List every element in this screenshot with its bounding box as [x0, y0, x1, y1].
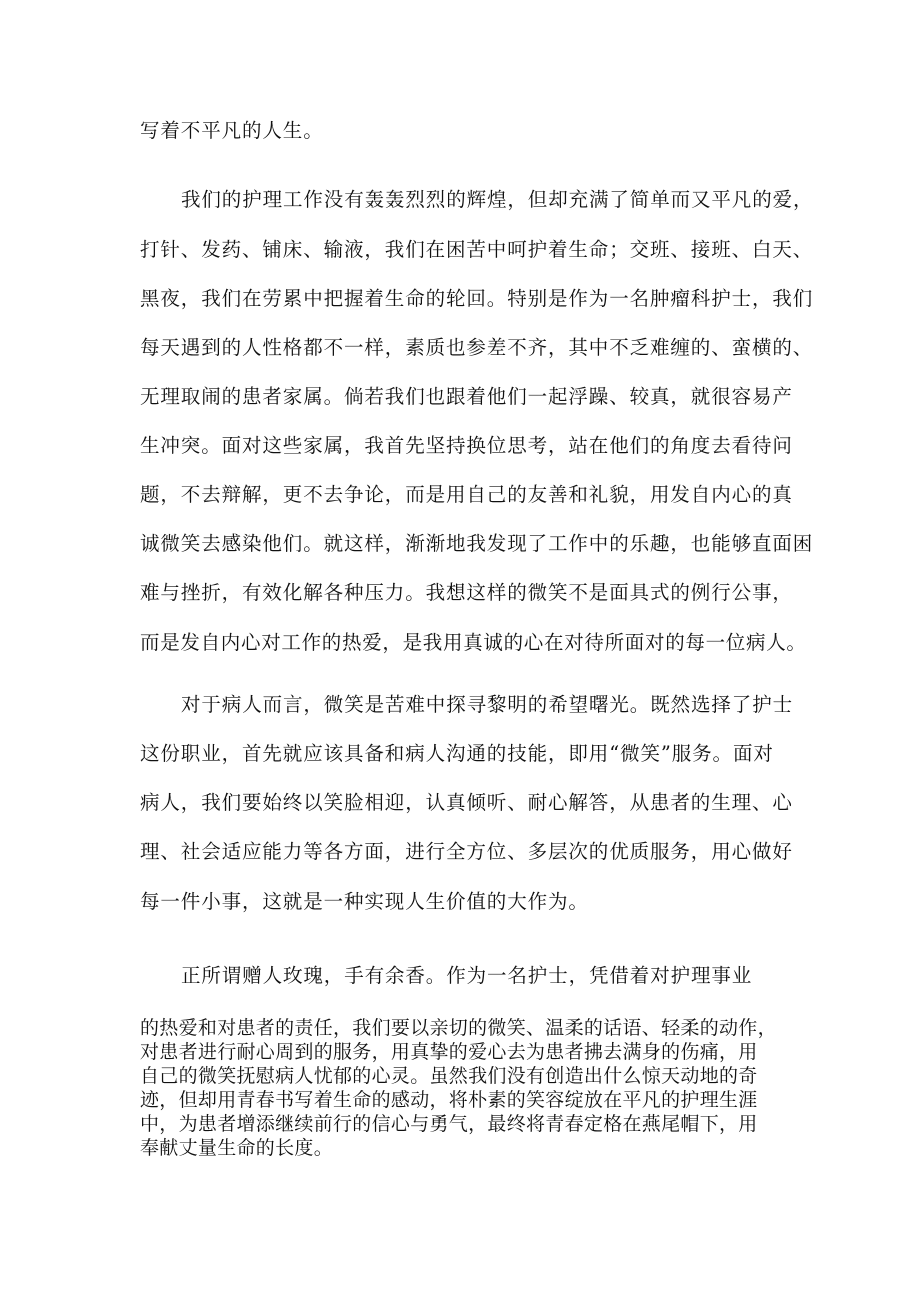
text-line: 中，为患者增添继续前行的信心与勇气，最终将青春定格在燕尾帽下，用 — [140, 1113, 758, 1135]
text-line: 题，不去辩解，更不去争论，而是用自己的友善和礼貌，用发自内心的真 — [140, 483, 793, 506]
text-line: 而是发自内心对工作的热爱，是我用真诚的心在对待所面对的每一位病人。 — [140, 631, 807, 654]
text-line: 难与挫折，有效化解各种压力。我想这样的微笑不是面具式的例行公事， — [140, 581, 793, 604]
text-line: 写着不平凡的人生。 — [140, 119, 324, 142]
text-line: 自己的微笑抚慰病人忧郁的心灵。虽然我们没有创造出什么惊天动地的奇 — [140, 1065, 758, 1087]
text-line: 奉献丈量生命的长度。 — [140, 1137, 334, 1159]
text-line: 每天遇到的人性格都不一样，素质也参差不齐，其中不乏难缠的、蛮横的、 — [140, 336, 814, 359]
text-line: 理、社会适应能力等各方面，进行全方位、多层次的优质服务，用心做好 — [140, 840, 793, 863]
text-line: 无理取闹的患者家属。倘若我们也跟着他们一起浮躁、较真，就很容易产 — [140, 385, 793, 408]
text-line: 这份职业，首先就应该具备和病人沟通的技能，即用“微笑”服务。面对 — [140, 742, 774, 765]
text-line: 迹，但却用青春书写着生命的感动，将朴素的笑容绽放在平凡的护理生涯 — [140, 1089, 758, 1111]
text-line: 正所谓赠人玫瑰，手有余香。作为一名护士，凭借着对护理事业 — [181, 964, 753, 987]
text-line: 打针、发药、铺床、输液，我们在困苦中呵护着生命；交班、接班、白天、 — [140, 238, 814, 261]
text-line: 黑夜，我们在劳累中把握着生命的轮回。特别是作为一名肿瘤科护士，我们 — [140, 287, 814, 310]
text-line: 每一件小事，这就是一种实现人生价值的大作为。 — [140, 890, 589, 913]
text-line: 对于病人而言，微笑是苦难中探寻黎明的希望曙光。既然选择了护士 — [181, 693, 794, 716]
text-line: 病人，我们要始终以笑脸相迎，认真倾听、耐心解答，从患者的生理、心 — [140, 791, 793, 814]
text-line: 的热爱和对患者的责任，我们要以亲切的微笑、温柔的话语、轻柔的动作， — [140, 1017, 777, 1039]
text-line: 诚微笑去感染他们。就这样，渐渐地我发现了工作中的乐趣，也能够直面困 — [140, 532, 814, 555]
text-line: 对患者进行耐心周到的服务，用真挚的爱心去为患者拂去满身的伤痛，用 — [140, 1041, 758, 1063]
text-line: 生冲突。面对这些家属，我首先坚持换位思考，站在他们的角度去看待问 — [140, 434, 793, 457]
text-line: 我们的护理工作没有轰轰烈烈的辉煌，但却充满了简单而又平凡的爱， — [181, 188, 814, 211]
